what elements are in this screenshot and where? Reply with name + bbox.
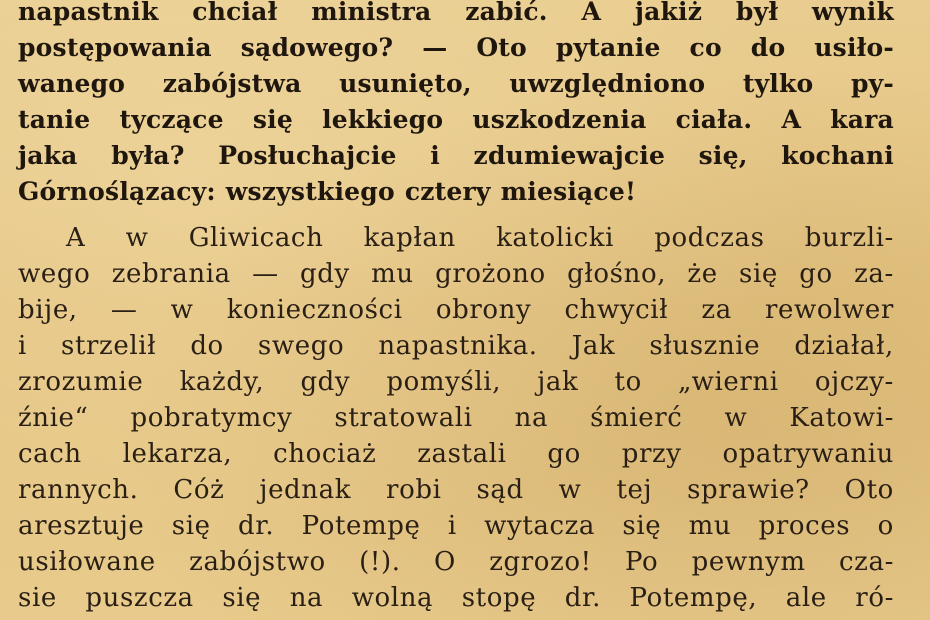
word: usiło- bbox=[814, 33, 894, 62]
word: mu bbox=[688, 511, 732, 541]
word: bije, bbox=[18, 295, 78, 325]
word: katolicki bbox=[496, 223, 615, 253]
word: O bbox=[433, 547, 456, 577]
word: gdy bbox=[300, 367, 351, 397]
word: — bbox=[422, 33, 448, 62]
paragraph-line-2 bbox=[18, 256, 894, 292]
word: postępowania bbox=[18, 33, 212, 62]
word: tylko bbox=[742, 69, 814, 98]
word: jak bbox=[537, 367, 579, 397]
word: pytanie bbox=[555, 33, 661, 62]
paragraph-line-7 bbox=[18, 436, 894, 472]
word: się, bbox=[698, 141, 748, 170]
word: do bbox=[750, 33, 786, 62]
word: była? bbox=[111, 141, 185, 170]
word: strzelił bbox=[61, 331, 157, 361]
word: opatrywaniu bbox=[722, 439, 894, 469]
word: ministra bbox=[311, 0, 432, 26]
paragraph-line-4 bbox=[18, 328, 894, 364]
bold-line-3 bbox=[18, 66, 894, 102]
word: kochani bbox=[781, 141, 894, 170]
word: zgrozo! bbox=[489, 547, 592, 577]
paragraph-line-3 bbox=[18, 292, 894, 328]
word: się bbox=[252, 105, 293, 134]
word: sprawie? bbox=[687, 475, 810, 505]
word: wszystkiego bbox=[225, 177, 395, 206]
word: sie bbox=[18, 583, 57, 613]
word: sąd bbox=[476, 475, 524, 505]
word: Cóż bbox=[173, 475, 225, 505]
word: Posłuchajcie bbox=[218, 141, 397, 170]
word: źnie“ bbox=[18, 403, 89, 433]
word: i bbox=[18, 331, 27, 361]
word: się bbox=[622, 511, 662, 541]
word: go bbox=[799, 259, 833, 289]
word: dr. bbox=[564, 583, 601, 613]
word: jednak bbox=[259, 475, 352, 505]
bold-line-6 bbox=[18, 174, 894, 210]
word: chciał bbox=[192, 0, 278, 26]
word: (!). bbox=[359, 547, 401, 577]
word: burzli- bbox=[804, 223, 894, 253]
word: głośno, bbox=[567, 259, 667, 289]
word: co bbox=[689, 33, 722, 62]
word: zdumiewajcie bbox=[473, 141, 666, 170]
word: gdy bbox=[300, 259, 350, 289]
word: wytacza bbox=[484, 511, 596, 541]
word: tanie bbox=[18, 105, 91, 134]
word: działał, bbox=[794, 331, 894, 361]
word: zabójstwo bbox=[189, 547, 326, 577]
word: wolną bbox=[351, 583, 434, 613]
word: śmierć bbox=[590, 403, 683, 433]
word: był bbox=[735, 0, 779, 26]
word: puszcza bbox=[85, 583, 194, 613]
word: cza- bbox=[839, 547, 894, 577]
paragraph-line-5 bbox=[18, 364, 894, 400]
word: obrony bbox=[435, 295, 532, 325]
word: kapłan bbox=[363, 223, 456, 253]
word: Gliwicach bbox=[188, 223, 324, 253]
word: kara bbox=[830, 105, 894, 134]
bold-line-4 bbox=[18, 102, 894, 138]
word: rewolwer bbox=[764, 295, 894, 325]
word: A bbox=[66, 223, 86, 253]
word: jaka bbox=[18, 141, 78, 170]
word: zebrania bbox=[111, 259, 231, 289]
word: że bbox=[687, 259, 718, 289]
word: A bbox=[581, 0, 602, 26]
word: Jak bbox=[571, 331, 616, 361]
word: cztery bbox=[404, 177, 491, 206]
word: Górnoślązacy: bbox=[18, 177, 216, 206]
word: się bbox=[171, 511, 211, 541]
word: stopę bbox=[461, 583, 537, 613]
word: za bbox=[701, 295, 732, 325]
word: Oto bbox=[476, 33, 527, 62]
word: go bbox=[547, 439, 581, 469]
word: w bbox=[125, 223, 149, 253]
word: Po bbox=[625, 547, 659, 577]
word: w bbox=[724, 403, 748, 433]
word: każdy, bbox=[179, 367, 265, 397]
word: Oto bbox=[844, 475, 894, 505]
word: do bbox=[190, 331, 224, 361]
word: się bbox=[739, 259, 778, 289]
word: miesiące! bbox=[500, 177, 637, 206]
word: dr. bbox=[238, 511, 275, 541]
word: to bbox=[614, 367, 642, 397]
word: się bbox=[222, 583, 262, 613]
word: pewnym bbox=[691, 547, 806, 577]
paragraph-line-8 bbox=[18, 472, 894, 508]
word: A bbox=[781, 105, 802, 134]
word: na bbox=[289, 583, 324, 613]
word: proces bbox=[758, 511, 851, 541]
word: rannych. bbox=[18, 475, 139, 505]
word: aresztuje bbox=[18, 511, 145, 541]
word: usiłowane bbox=[18, 547, 156, 577]
word: zastali bbox=[417, 439, 507, 469]
word: i bbox=[447, 511, 457, 541]
paragraph-line-11 bbox=[18, 580, 894, 616]
word: usunięto, bbox=[339, 69, 472, 98]
word: wego bbox=[18, 259, 91, 289]
word: wanego bbox=[18, 69, 126, 98]
word: zabójstwa bbox=[162, 69, 302, 98]
word: „wierni bbox=[678, 367, 779, 397]
word: swego bbox=[257, 331, 345, 361]
word: stratowali bbox=[334, 403, 473, 433]
bold-line-2 bbox=[18, 30, 894, 66]
word: w bbox=[170, 295, 194, 325]
word: pobratymcy bbox=[130, 403, 293, 433]
word: tyczące bbox=[119, 105, 224, 134]
word: przy bbox=[621, 439, 682, 469]
word: lekkiego bbox=[322, 105, 444, 134]
word: lekarza, bbox=[122, 439, 233, 469]
word: napastnik bbox=[18, 0, 159, 26]
word: i bbox=[430, 141, 440, 170]
word: jakiż bbox=[634, 0, 703, 26]
paragraph-line-1 bbox=[66, 220, 894, 256]
word: w bbox=[558, 475, 582, 505]
word: uwzględniono bbox=[509, 69, 706, 98]
word: wynik bbox=[811, 0, 894, 26]
word: — bbox=[252, 259, 279, 289]
word: na bbox=[514, 403, 549, 433]
word: Potempę, bbox=[629, 583, 758, 613]
bold-line-5 bbox=[18, 138, 894, 174]
word: słusznie bbox=[649, 331, 761, 361]
bold-line-1 bbox=[18, 0, 894, 30]
word: sądowego? bbox=[240, 33, 394, 62]
word: konieczności bbox=[226, 295, 403, 325]
word: ró- bbox=[855, 583, 894, 613]
word: napastnika. bbox=[378, 331, 538, 361]
word: ojczy- bbox=[814, 367, 894, 397]
word: ale bbox=[785, 583, 827, 613]
word: pomyśli, bbox=[386, 367, 502, 397]
paragraph-line-9 bbox=[18, 508, 894, 544]
paragraph-line-6 bbox=[18, 400, 894, 436]
word: zrozumie bbox=[18, 367, 144, 397]
word: tej bbox=[616, 475, 653, 505]
word: py- bbox=[850, 69, 894, 98]
word: za- bbox=[854, 259, 894, 289]
word: chociaż bbox=[273, 439, 377, 469]
word: mu bbox=[371, 259, 414, 289]
word: Potempę bbox=[301, 511, 421, 541]
word: Katowi- bbox=[789, 403, 894, 433]
word: podczas bbox=[654, 223, 765, 253]
word: robi bbox=[386, 475, 442, 505]
word: chwycił bbox=[564, 295, 669, 325]
word: zabić. bbox=[465, 0, 548, 26]
word: ciała. bbox=[675, 105, 753, 134]
word: grożono bbox=[435, 259, 546, 289]
word: uszkodzenia bbox=[472, 105, 647, 134]
word: — bbox=[110, 295, 138, 325]
word: cach bbox=[18, 439, 82, 469]
word: o bbox=[877, 511, 894, 541]
paragraph-line-10 bbox=[18, 544, 894, 580]
